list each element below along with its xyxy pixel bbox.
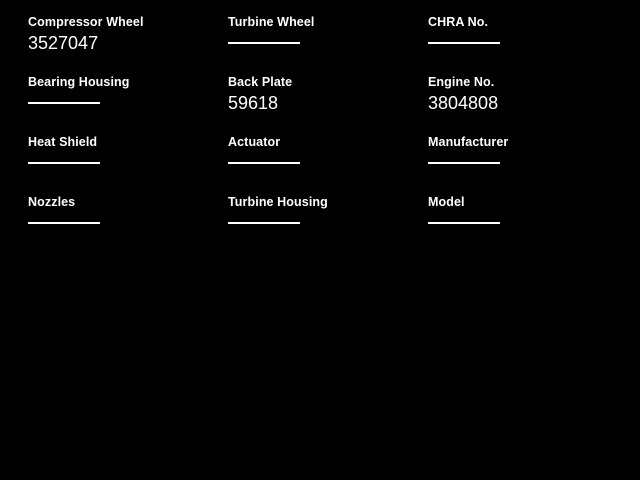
spec-field-value[interactable] bbox=[28, 222, 100, 224]
spec-field bbox=[28, 14, 228, 74]
spec-field-value[interactable]: 3527047 bbox=[28, 33, 99, 53]
spec-field-value[interactable] bbox=[28, 102, 100, 104]
spec-field-label: Compressor Wheel bbox=[28, 15, 144, 29]
spec-field-value[interactable] bbox=[228, 222, 300, 224]
spec-field-value[interactable]: 59618 bbox=[228, 93, 279, 113]
spec-field-label: Back Plate bbox=[228, 75, 293, 89]
spec-field-label: Actuator bbox=[228, 135, 281, 149]
spec-field-label: Manufacturer bbox=[428, 135, 509, 149]
spec-field bbox=[28, 194, 228, 254]
spec-field bbox=[28, 74, 228, 134]
spec-field bbox=[428, 134, 628, 194]
spec-field-label: Nozzles bbox=[28, 195, 76, 209]
spec-field-label: Heat Shield bbox=[28, 135, 98, 149]
spec-field-label: Model bbox=[428, 195, 465, 209]
spec-field bbox=[228, 74, 428, 134]
spec-field-value[interactable] bbox=[228, 162, 300, 164]
spec-field-label: CHRA No. bbox=[428, 15, 489, 29]
spec-field-value[interactable] bbox=[228, 42, 300, 44]
spec-field-label: Turbine Housing bbox=[228, 195, 328, 209]
spec-field-value[interactable] bbox=[428, 162, 500, 164]
spec-field-label: Turbine Wheel bbox=[228, 15, 315, 29]
spec-field bbox=[228, 134, 428, 194]
spec-field bbox=[428, 194, 628, 254]
spec-field bbox=[428, 74, 628, 134]
spec-field bbox=[28, 134, 228, 194]
spec-field-value[interactable] bbox=[428, 222, 500, 224]
spec-field-value[interactable]: 3804808 bbox=[428, 93, 499, 113]
spec-field-label: Engine No. bbox=[428, 75, 495, 89]
spec-field bbox=[428, 14, 628, 74]
spec-field-label: Bearing Housing bbox=[28, 75, 130, 89]
specification-grid bbox=[28, 14, 588, 254]
spec-field-value[interactable] bbox=[428, 42, 500, 44]
spec-field bbox=[228, 14, 428, 74]
spec-field bbox=[228, 194, 428, 254]
spec-field-value[interactable] bbox=[28, 162, 100, 164]
